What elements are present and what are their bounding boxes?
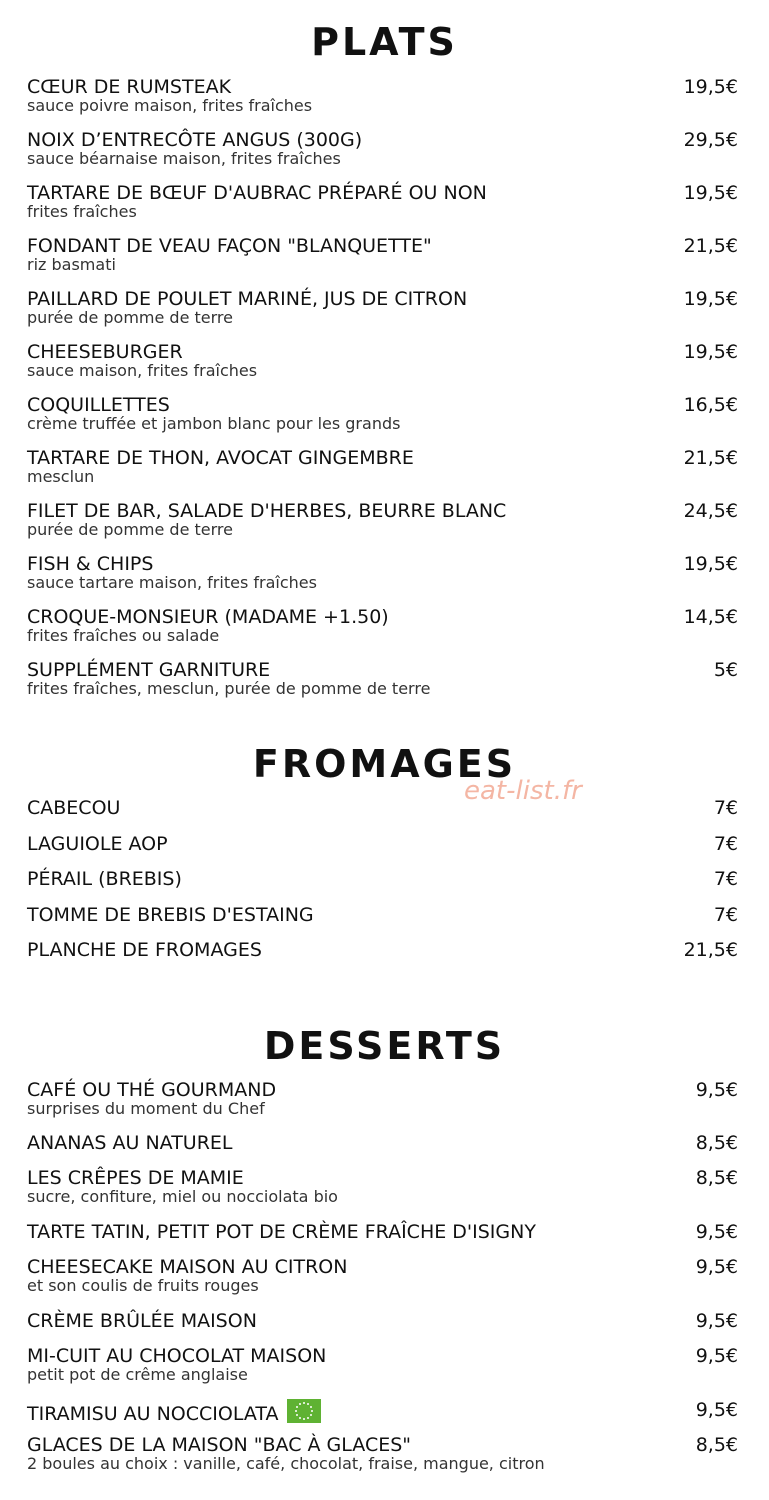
item-name: FISH & CHIPS <box>27 553 154 575</box>
item-name: ANANAS AU NATUREL <box>27 1132 233 1154</box>
item-description: 2 boules au choix : vanille, café, chocolat, fraise, mangue, citron <box>27 1454 545 1473</box>
item-price: 8,5€ <box>695 1167 738 1189</box>
item-description: frites fraîches ou salade <box>27 626 220 645</box>
item-name: CHEESECAKE MAISON AU CITRON <box>27 1256 348 1278</box>
item-name: CŒUR DE RUMSTEAK <box>27 76 232 98</box>
item-name: SUPPLÉMENT GARNITURE <box>27 659 271 681</box>
item-description: sauce béarnaise maison, frites fraîches <box>27 149 341 168</box>
item-description: purée de pomme de terre <box>27 308 233 327</box>
item-name: CABECOU <box>27 797 121 819</box>
item-name: CRÈME BRÛLÉE MAISON <box>27 1310 257 1332</box>
section-title-fromages: FROMAGES <box>252 742 517 786</box>
section-title-plats: PLATS <box>311 20 458 64</box>
item-price: 7€ <box>713 833 738 855</box>
item-price: 5€ <box>713 659 738 681</box>
item-price: 19,5€ <box>683 341 738 363</box>
item-price: 9,5€ <box>695 1079 738 1101</box>
item-name: CROQUE-MONSIEUR (MADAME +1.50) <box>27 606 389 628</box>
item-price: 29,5€ <box>683 129 738 151</box>
item-description: et son coulis de fruits rouges <box>27 1276 259 1295</box>
item-price: 9,5€ <box>695 1310 738 1332</box>
item-name: CHEESEBURGER <box>27 341 183 363</box>
item-name: MI-CUIT AU CHOCOLAT MAISON <box>27 1345 327 1367</box>
item-price: 7€ <box>713 904 738 926</box>
item-price: 8,5€ <box>695 1434 738 1456</box>
item-price: 24,5€ <box>683 500 738 522</box>
item-name: TARTE TATIN, PETIT POT DE CRÈME FRAÎCHE D'ISIGNY <box>27 1221 536 1243</box>
item-description: petit pot de crême anglaise <box>27 1365 248 1384</box>
item-price: 21,5€ <box>683 939 738 961</box>
item-description: purée de pomme de terre <box>27 520 233 539</box>
item-price: 7€ <box>713 797 738 819</box>
item-price: 9,5€ <box>695 1399 738 1421</box>
item-price: 9,5€ <box>695 1221 738 1243</box>
item-price: 14,5€ <box>683 606 738 628</box>
item-price: 9,5€ <box>695 1256 738 1278</box>
item-name: TARTARE DE THON, AVOCAT GINGEMBRE <box>27 447 414 469</box>
item-name <box>27 1399 321 1425</box>
organic-eu-leaf-icon <box>287 1399 321 1423</box>
item-price: 19,5€ <box>683 288 738 310</box>
item-name: COQUILLETTES <box>27 394 170 416</box>
item-description: riz basmati <box>27 255 116 274</box>
item-description: sauce tartare maison, frites fraîches <box>27 573 317 592</box>
item-name: PÉRAIL (BREBIS) <box>27 868 182 890</box>
item-price: 21,5€ <box>683 447 738 469</box>
item-price: 19,5€ <box>683 182 738 204</box>
section-title-desserts: DESSERTS <box>263 1024 506 1068</box>
item-description: frites fraîches, mesclun, purée de pomme de terre <box>27 679 431 698</box>
item-price: 19,5€ <box>683 76 738 98</box>
item-name: FONDANT DE VEAU FAÇON "BLANQUETTE" <box>27 235 432 257</box>
item-name: FILET DE BAR, SALADE D'HERBES, BEURRE BLANC <box>27 500 507 522</box>
watermark: eat-list.fr <box>464 776 582 806</box>
item-description: sauce poivre maison, frites fraîches <box>27 96 313 115</box>
item-name: LES CRÊPES DE MAMIE <box>27 1167 244 1189</box>
item-name: PAILLARD DE POULET MARINÉ, JUS DE CITRON <box>27 288 468 310</box>
item-name: PLANCHE DE FROMAGES <box>27 939 262 961</box>
item-description: mesclun <box>27 467 95 486</box>
item-name: TOMME DE BREBIS D'ESTAING <box>27 904 314 926</box>
item-description: sucre, confiture, miel ou nocciolata bio <box>27 1187 338 1206</box>
item-name: TARTARE DE BŒUF D'AUBRAC PRÉPARÉ OU NON <box>27 182 487 204</box>
item-description: frites fraîches <box>27 202 137 221</box>
item-name: NOIX D’ENTRECÔTE ANGUS (300G) <box>27 129 363 151</box>
item-price: 9,5€ <box>695 1345 738 1367</box>
item-name: GLACES DE LA MAISON "BAC À GLACES" <box>27 1434 412 1456</box>
item-name-text: TIRAMISU AU NOCCIOLATA <box>27 1403 279 1425</box>
item-description: surprises du moment du Chef <box>27 1099 265 1118</box>
item-price: 7€ <box>713 868 738 890</box>
item-price: 21,5€ <box>683 235 738 257</box>
item-description: crème truffée et jambon blanc pour les grands <box>27 414 401 433</box>
item-price: 16,5€ <box>683 394 738 416</box>
item-price: 19,5€ <box>683 553 738 575</box>
item-name: LAGUIOLE AOP <box>27 833 168 855</box>
item-name: CAFÉ OU THÉ GOURMAND <box>27 1079 277 1101</box>
item-price: 8,5€ <box>695 1132 738 1154</box>
item-description: sauce maison, frites fraîches <box>27 361 258 380</box>
